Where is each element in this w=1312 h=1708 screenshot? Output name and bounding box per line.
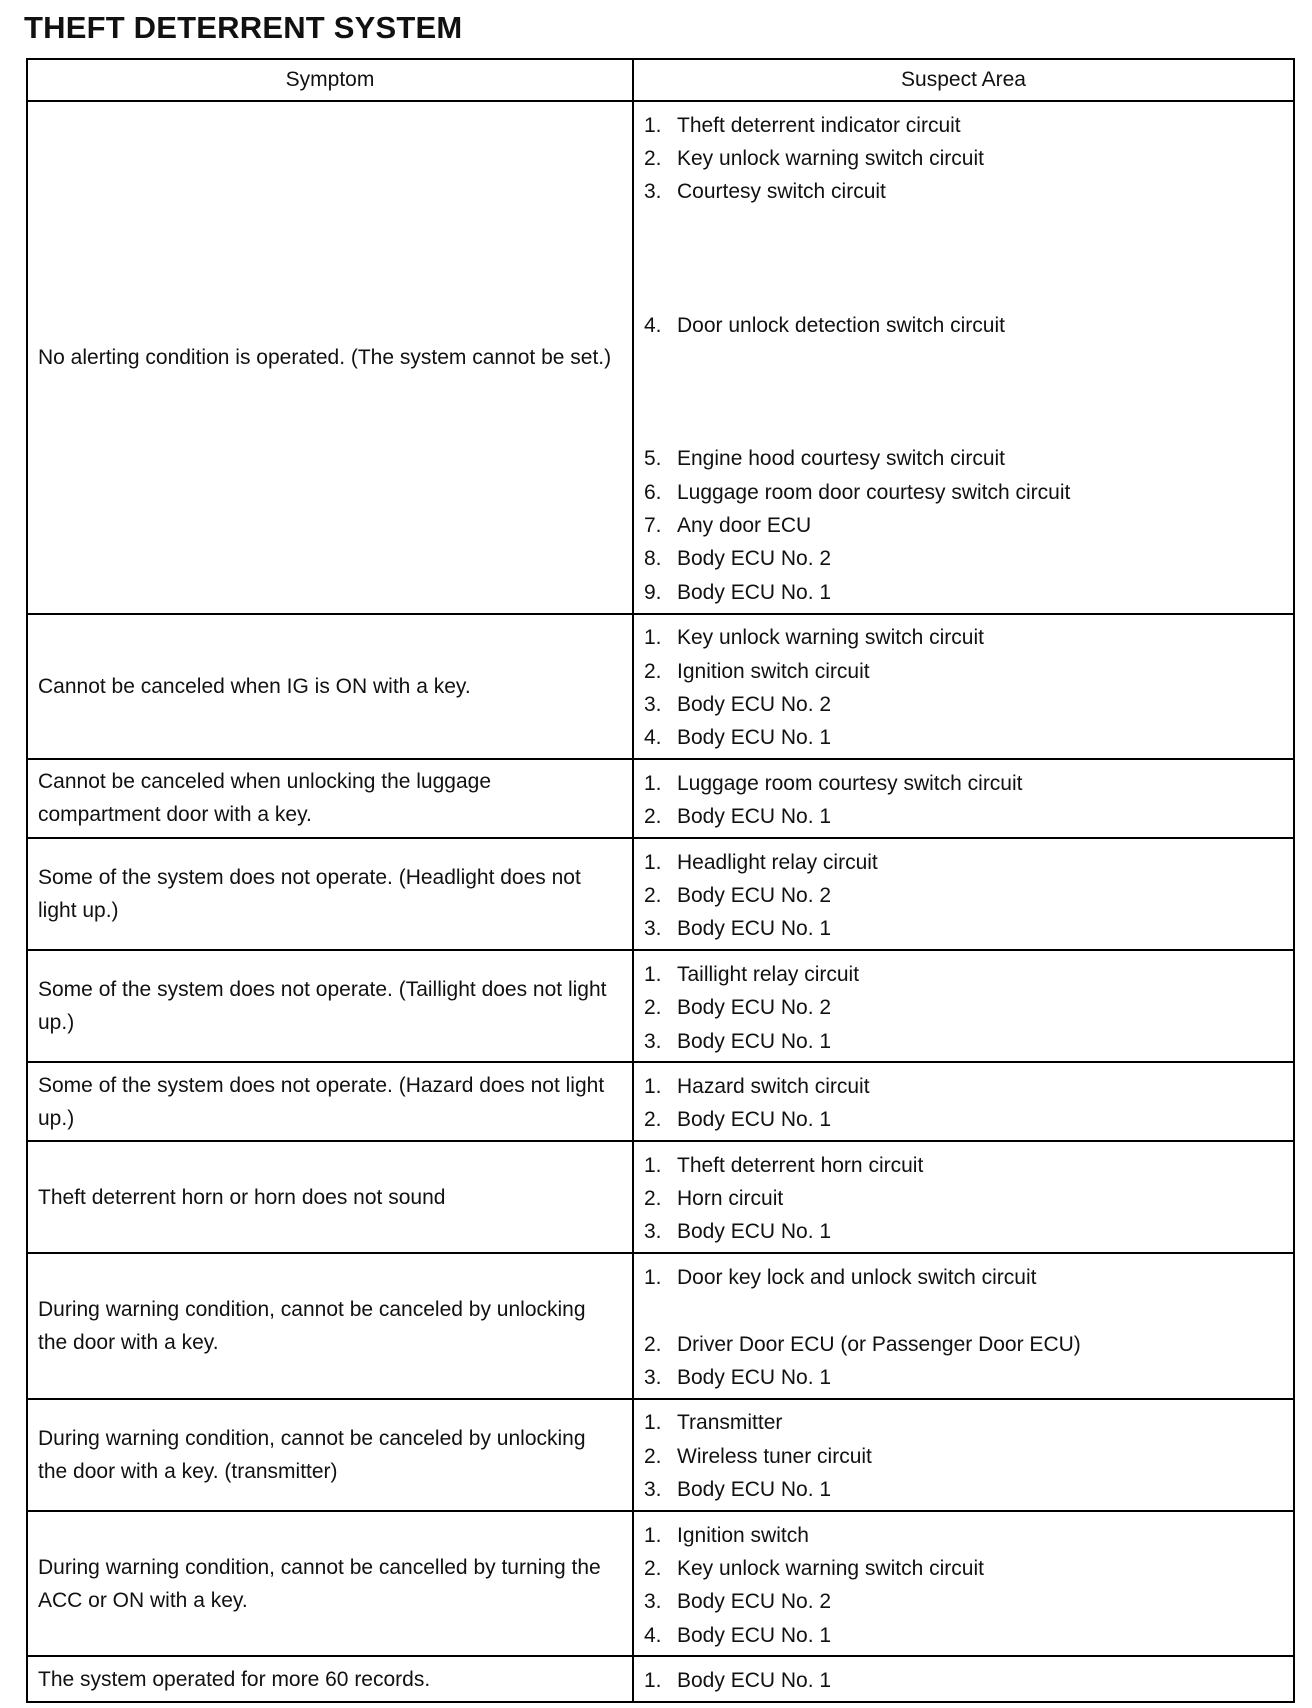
item-text: Theft deterrent indicator circuit (677, 113, 961, 137)
table-row (27, 838, 1294, 950)
table-row (27, 1511, 1294, 1657)
item-number: 1. (644, 1074, 662, 1098)
item-number: 3. (644, 180, 662, 204)
item-number: 6. (644, 480, 662, 504)
item-text: Key unlock warning switch circuit (677, 147, 984, 171)
list-item (644, 1216, 1285, 1249)
suspect-area-cell (633, 838, 1294, 950)
list-item (644, 1025, 1285, 1058)
item-number: 2. (644, 996, 662, 1020)
item-text: Hazard switch circuit (677, 1074, 870, 1098)
item-number: 1. (644, 626, 662, 650)
symptom-cell: During warning condition, cannot be canceled by unlocking the door with a key. (27, 1253, 633, 1399)
list-item (644, 509, 1285, 542)
item-text: Body ECU No. 2 (677, 996, 832, 1020)
suspect-area-cell (633, 1062, 1294, 1141)
item-number: 2. (644, 1108, 662, 1132)
list-item (644, 1474, 1285, 1507)
list-item (644, 722, 1285, 755)
item-number: 7. (644, 514, 662, 538)
list-item (644, 1407, 1285, 1440)
table-row (27, 1656, 1294, 1701)
item-number: 3. (644, 1590, 662, 1614)
item-number: 1. (644, 850, 662, 874)
item-text: Ignition switch circuit (677, 659, 870, 683)
suspect-area-cell (633, 1253, 1294, 1399)
suspect-area-cell (633, 1656, 1294, 1701)
symptom-cell: Some of the system does not operate. (Hazard does not light up.) (27, 1062, 633, 1141)
item-text: Body ECU No. 1 (677, 917, 832, 941)
symptom-cell: No alerting condition is operated. (The system cannot be set.) (27, 101, 633, 614)
symptom-cell: During warning condition, cannot be canceled by unlocking the door with a key. (transmitter) (27, 1399, 633, 1511)
list-item (644, 655, 1285, 688)
item-text: Any door ECU (677, 514, 812, 538)
table-row (27, 1062, 1294, 1141)
symptom-cell: Cannot be canceled when unlocking the luggage compartment door with a key. (27, 759, 633, 838)
table-row (27, 759, 1294, 838)
symptom-table (26, 58, 1295, 1703)
item-number: 3. (644, 692, 662, 716)
item-number: 3. (644, 1029, 662, 1053)
item-number: 1. (644, 1265, 662, 1289)
item-text: Courtesy switch circuit (677, 180, 886, 204)
list-item (644, 1552, 1285, 1585)
item-number: 3. (644, 1220, 662, 1244)
item-text: Body ECU No. 1 (677, 1669, 832, 1693)
list-item (644, 1149, 1285, 1182)
list-item (644, 176, 1285, 209)
list-item (644, 1619, 1285, 1652)
item-text: Driver Door ECU (or Passenger Door ECU) (677, 1332, 1081, 1356)
item-number: 2. (644, 147, 662, 171)
list-item (644, 443, 1285, 476)
item-number: 9. (644, 580, 662, 604)
table-row (27, 614, 1294, 760)
item-number: 8. (644, 547, 662, 571)
table-row (27, 1253, 1294, 1399)
item-text: Key unlock warning switch circuit (677, 1556, 984, 1580)
item-number: 2. (644, 1444, 662, 1468)
item-text: Transmitter (677, 1411, 783, 1435)
item-number: 2. (644, 1332, 662, 1356)
item-number: 2. (644, 1556, 662, 1580)
item-number: 3. (644, 1478, 662, 1502)
spacer (644, 343, 1285, 443)
list-item (644, 1070, 1285, 1103)
symptom-cell: Some of the system does not operate. (Taillight does not light up.) (27, 950, 633, 1062)
list-item (644, 1440, 1285, 1473)
symptom-header: Symptom (27, 59, 633, 101)
list-item (644, 958, 1285, 991)
item-text: Body ECU No. 2 (677, 692, 832, 716)
item-text: Body ECU No. 1 (677, 1478, 832, 1502)
item-number: 2. (644, 883, 662, 907)
item-text: Body ECU No. 1 (677, 726, 832, 750)
item-number: 2. (644, 1187, 662, 1211)
suspect-area-cell (633, 101, 1294, 614)
item-text: Body ECU No. 1 (677, 1029, 832, 1053)
item-number: 1. (644, 1669, 662, 1693)
list-item (644, 846, 1285, 879)
item-text: Luggage room courtesy switch circuit (677, 771, 1023, 795)
item-number: 4. (644, 1623, 662, 1647)
table-row (27, 1141, 1294, 1253)
list-item (644, 767, 1285, 800)
symptom-cell: Cannot be canceled when IG is ON with a key. (27, 614, 633, 760)
item-number: 3. (644, 1366, 662, 1390)
suspect-area-cell (633, 1511, 1294, 1657)
item-number: 1. (644, 771, 662, 795)
list-item (644, 142, 1285, 175)
list-item (644, 800, 1285, 833)
list-item (644, 879, 1285, 912)
list-item (644, 309, 1285, 342)
list-item (644, 1361, 1285, 1394)
item-number: 2. (644, 805, 662, 829)
list-item (644, 1261, 1285, 1294)
symptom-cell: During warning condition, cannot be cancelled by turning the ACC or ON with a key. (27, 1511, 633, 1657)
item-number: 4. (644, 313, 662, 337)
item-text: Horn circuit (677, 1187, 784, 1211)
item-text: Wireless tuner circuit (677, 1444, 872, 1468)
item-text: Body ECU No. 1 (677, 580, 832, 604)
list-item (644, 622, 1285, 655)
suspect-area-cell (633, 1141, 1294, 1253)
item-text: Headlight relay circuit (677, 850, 878, 874)
item-text: Body ECU No. 2 (677, 1590, 832, 1614)
item-text: Theft deterrent horn circuit (677, 1153, 924, 1177)
table-row (27, 101, 1294, 614)
suspect-area-cell (633, 950, 1294, 1062)
spacer (644, 209, 1285, 309)
item-number: 2. (644, 659, 662, 683)
item-number: 5. (644, 447, 662, 471)
page-title: THEFT DETERRENT SYSTEM (24, 10, 463, 45)
suspect-area-cell (633, 614, 1294, 760)
item-text: Body ECU No. 1 (677, 1108, 832, 1132)
suspect-area-header: Suspect Area (633, 59, 1294, 101)
item-text: Body ECU No. 2 (677, 547, 832, 571)
item-number: 1. (644, 1523, 662, 1547)
table-row (27, 950, 1294, 1062)
item-text: Luggage room door courtesy switch circuit (677, 480, 1071, 504)
table-row (27, 1399, 1294, 1511)
list-item (644, 991, 1285, 1024)
list-item (644, 1182, 1285, 1215)
item-number: 4. (644, 726, 662, 750)
symptom-cell: Some of the system does not operate. (Headlight does not light up.) (27, 838, 633, 950)
list-item (644, 913, 1285, 946)
list-item (644, 1519, 1285, 1552)
symptom-cell: The system operated for more 60 records. (27, 1656, 633, 1701)
list-item (644, 576, 1285, 609)
item-text: Taillight relay circuit (677, 962, 860, 986)
list-item (644, 543, 1285, 576)
item-number: 1. (644, 962, 662, 986)
list-item (644, 109, 1285, 142)
item-text: Engine hood courtesy switch circuit (677, 447, 1005, 471)
symptom-cell: Theft deterrent horn or horn does not sound (27, 1141, 633, 1253)
item-text: Body ECU No. 1 (677, 805, 832, 829)
list-item (644, 1104, 1285, 1137)
item-text: Door unlock detection switch circuit (677, 313, 1005, 337)
item-text: Door key lock and unlock switch circuit (677, 1265, 1037, 1289)
list-item (644, 688, 1285, 721)
item-number: 3. (644, 917, 662, 941)
item-text: Key unlock warning switch circuit (677, 626, 984, 650)
item-number: 1. (644, 1153, 662, 1177)
list-item (644, 1664, 1285, 1697)
item-text: Body ECU No. 2 (677, 883, 832, 907)
item-text: Ignition switch (677, 1523, 809, 1547)
item-text: Body ECU No. 1 (677, 1366, 832, 1390)
item-text: Body ECU No. 1 (677, 1623, 832, 1647)
table-header-row (27, 59, 1294, 101)
list-item (644, 476, 1285, 509)
item-number: 1. (644, 1411, 662, 1435)
suspect-area-cell (633, 759, 1294, 838)
suspect-area-cell (633, 1399, 1294, 1511)
list-item (644, 1586, 1285, 1619)
list-item (644, 1328, 1285, 1361)
item-number: 1. (644, 113, 662, 137)
item-text: Body ECU No. 1 (677, 1220, 832, 1244)
spacer (644, 1295, 1285, 1328)
